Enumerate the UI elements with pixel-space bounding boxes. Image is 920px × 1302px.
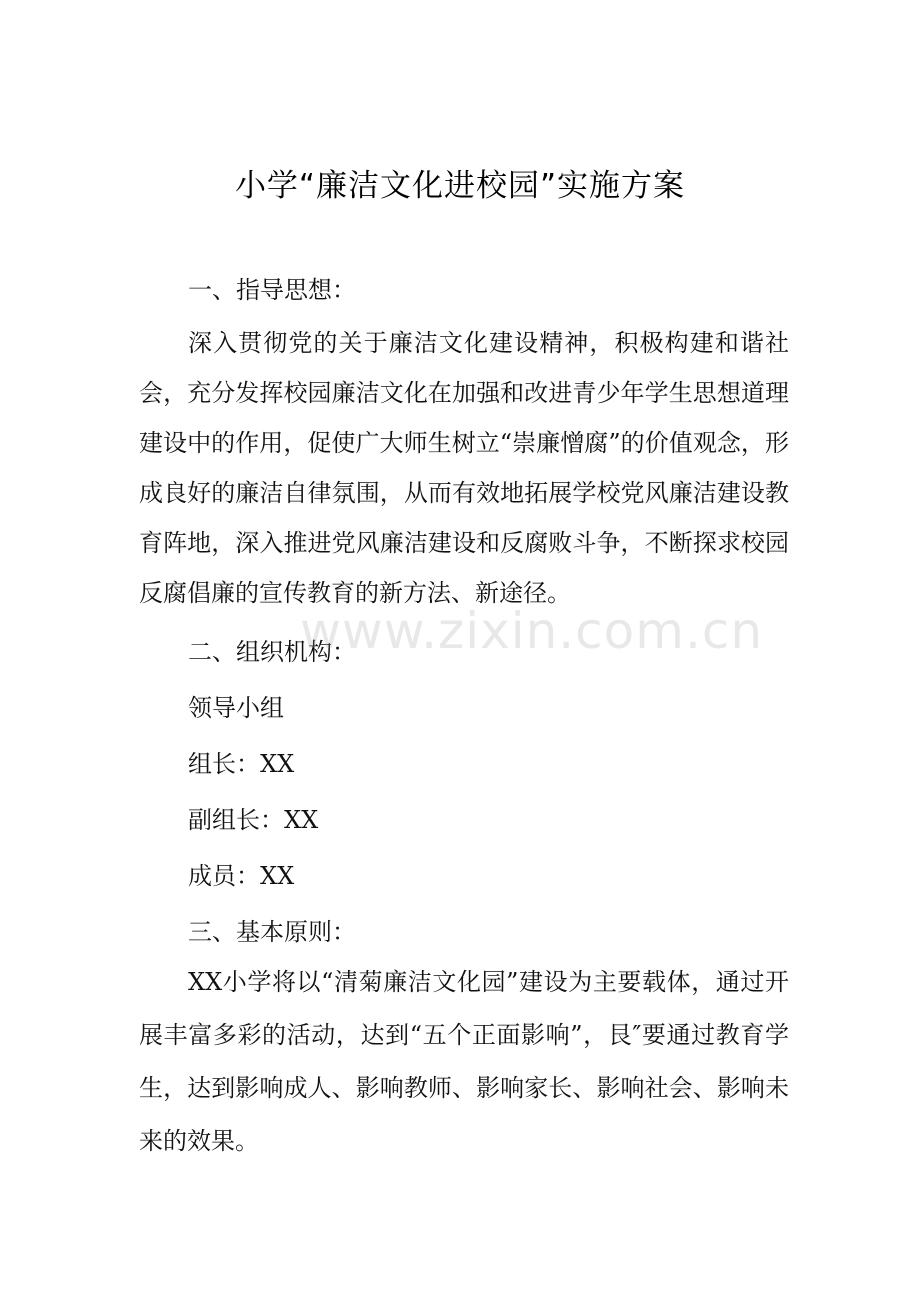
group-leader: 组长：XX (188, 750, 295, 778)
watermark: www.zixin.com.cn (300, 602, 764, 660)
group-members: 成员：XX (188, 862, 295, 890)
section2-heading: 二、组织机构： (188, 638, 356, 666)
section1-heading: 一、指导思想： (188, 276, 356, 304)
leadership-group-label: 领导小组 (188, 694, 284, 722)
document-title: 小学“廉洁文化进校园”实施方案 (234, 168, 686, 204)
deputy-group-leader: 副组长：XX (188, 806, 319, 834)
section1-paragraph: 深入贯彻党的关于廉洁文化建设精神，积极构建和谐社会，充分发挥校园廉洁文化在加强和改进青少年学生思想道理建设中的作用，促使广大师生树立“崇廉憎腐”的价值观念，形成良好的廉洁自律氛围，从而有效地拓展学校党风廉洁建设教育阵地，深入推进党风廉洁建设和反腐败斗争，不断探求校园反腐倡廉的宣传教育的新方法、新途径。 (139, 329, 789, 607)
document-body (139, 262, 789, 1174)
section3-heading: 三、基本原则： (188, 918, 356, 946)
section3-paragraph: XX小学将以“清菊廉洁文化园”建设为主要载体，通过开展丰富多彩的活动，达到“五个正面影响”，艮″要通过教育学生，达到影响成人、影响教师、影响家长、影响社会、影响未来的效果。 (139, 968, 789, 1155)
